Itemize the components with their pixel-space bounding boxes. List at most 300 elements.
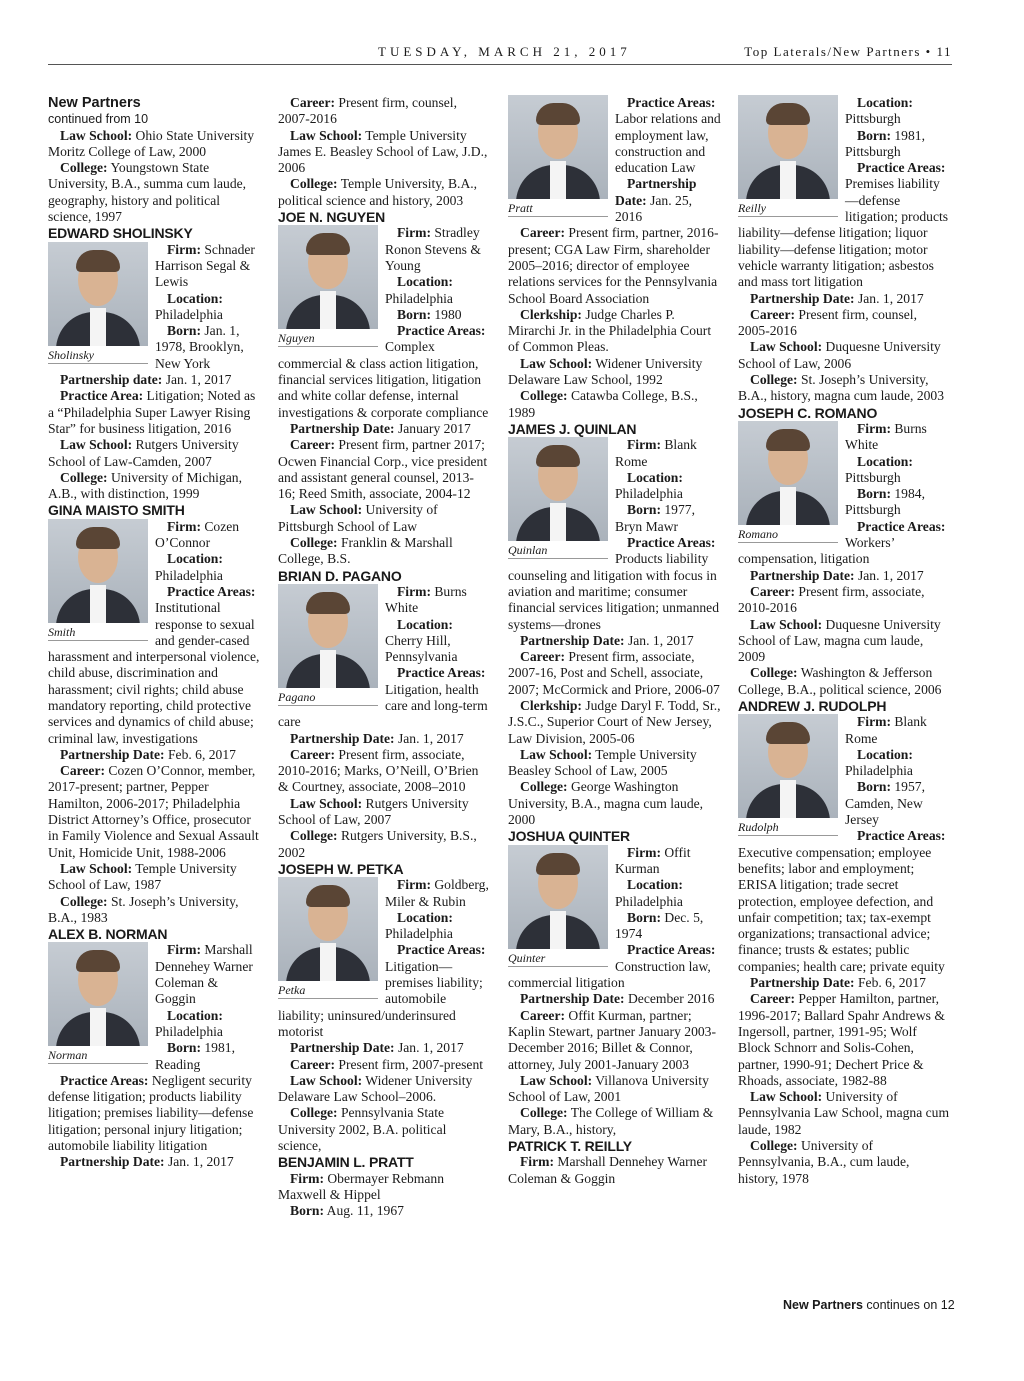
bio-text: Rutgers University School of Law-Camden, 2007 xyxy=(48,437,239,469)
bio-text: Duquesne University School of Law, 2006 xyxy=(738,339,941,371)
bio-text: Jan. 1, 2017 xyxy=(854,290,924,306)
bio-text: Litigation—premises liability; automobile liability; uninsured/underinsured motorist xyxy=(278,958,483,1039)
entry-pratt-cont xyxy=(508,95,721,421)
intro-entry xyxy=(48,128,261,226)
partner-name: PATRICK T. REILLY xyxy=(508,1138,632,1154)
bio-text: Marshall Dennehey Warner Coleman & Goggin xyxy=(155,942,253,1007)
bio-text: Widener University Delaware Law School, 1992 xyxy=(508,355,703,388)
portrait-image xyxy=(508,95,608,199)
bio-label: Career: xyxy=(290,1056,336,1072)
column-1 xyxy=(48,95,261,1171)
bio-text: Rutgers University School of Law, 2007 xyxy=(278,795,469,828)
partner-name: ANDREW J. RUDOLPH xyxy=(738,697,887,714)
photo-caption: Sholinsky xyxy=(48,346,148,364)
portrait-hair xyxy=(766,103,810,125)
bio-text: Pennsylvania State University 2002, B.A. political science, xyxy=(278,1105,447,1153)
bio-label: Law School: xyxy=(290,127,363,143)
bio-text: January 2017 xyxy=(394,420,471,436)
bio-label: Firm: xyxy=(857,714,891,730)
bio-text: Philadelphia xyxy=(845,763,913,779)
bio-label: Firm: xyxy=(397,583,431,599)
bio-text: University of Pennsylvania, B.A., cum laude, history, 1978 xyxy=(738,1138,910,1186)
bio-text: Negligent security defense litigation; products liability litigation; premises liability—defense litigation; personal injury litigation; automobile liability litigation xyxy=(48,1072,254,1153)
bio-text: Temple University Beasley School of Law, 2005 xyxy=(508,746,697,779)
partner-name: EDWARD SHOLINSKY xyxy=(48,225,193,242)
portrait-shirt xyxy=(90,308,106,346)
bio-label: Career: xyxy=(750,583,796,599)
bio-label: Career: xyxy=(520,1007,566,1023)
bio-label: Location: xyxy=(857,453,913,469)
bio-text: Construction law, commercial litigation xyxy=(508,958,711,991)
bio-text: Burns White xyxy=(385,583,467,616)
bio-text: St. Joseph’s University, B.A., history, magna cum laude, 2003 xyxy=(738,372,945,404)
bio-paragraph xyxy=(278,747,491,796)
bio-paragraph xyxy=(48,388,261,437)
bio-label: Partnership Date: xyxy=(60,1154,165,1170)
bio-label: Location: xyxy=(627,469,683,485)
bio-paragraph xyxy=(278,95,491,128)
bio-label: Partnership Date: xyxy=(750,290,855,306)
bio-text: Cozen O’Connor, member, 2017-present; partner, Pepper Hamilton, 2006-2017; Philadelphia District Attorney’s Office, prosecutor in Family Violence and Sexual Assault Unit, Homicide Unit, 1988-2006 xyxy=(48,763,259,860)
photo-caption: Petka xyxy=(278,981,378,999)
bio-text: Present firm, 2007-present xyxy=(335,1056,484,1072)
bio-text: Present firm, partner 2017; Ocwen Financial Corp., vice president and assistant general counsel, 2013-16; Reed Smith, associate, 2004-12 xyxy=(278,437,488,502)
entry-reilly-cont xyxy=(738,95,951,405)
bio-label: Firm: xyxy=(627,844,661,860)
portrait-shirt xyxy=(780,780,796,818)
bio-label: Career: xyxy=(290,95,336,110)
bio-text: Villanova University School of Law, 2001 xyxy=(508,1072,709,1105)
portrait-hair xyxy=(536,853,580,875)
bio-paragraph xyxy=(508,747,721,780)
bio-label: Partnership Date: xyxy=(290,420,395,436)
bio-paragraph xyxy=(278,731,491,747)
partner-name: JOSEPH C. ROMANO xyxy=(738,404,878,421)
headshot-photo xyxy=(278,225,378,347)
partner-name: JOE N. NGUYEN xyxy=(278,209,386,226)
bio-paragraph xyxy=(738,339,951,372)
bio-text: December 2016 xyxy=(624,991,715,1007)
partner-name: GINA MAISTO SMITH xyxy=(48,502,185,519)
bio-label: Practice Areas: xyxy=(857,518,946,534)
bio-label: Firm: xyxy=(167,942,201,958)
portrait-hair xyxy=(76,950,120,972)
bio-text: Goldberg, Miler & Rubin xyxy=(385,877,489,909)
bio-label: Practice Areas: xyxy=(857,828,946,844)
bio-text: 1981, Reading xyxy=(155,1040,235,1072)
bio-paragraph xyxy=(48,763,261,861)
bio-text: 1977, Bryn Mawr xyxy=(615,502,695,534)
bio-paragraph xyxy=(508,779,721,828)
portrait-hair xyxy=(306,885,350,907)
bio-paragraph xyxy=(48,128,261,161)
bio-text: Premises liability—defense litigation; products liability—defense litigation; liquor liability—defense litigation; motor vehicle warranty litigation; asbestos and mass tort litigation xyxy=(738,176,949,290)
bio-label: College: xyxy=(750,1138,798,1153)
entry-romano xyxy=(738,405,951,698)
bio-text: Philadelphia xyxy=(615,893,683,909)
bio-label: Career: xyxy=(520,649,566,665)
portrait-hair xyxy=(306,233,350,255)
bio-label: Law School: xyxy=(290,502,363,518)
entry-pagano xyxy=(278,568,491,861)
bio-paragraph xyxy=(278,502,491,535)
bio-label: Born: xyxy=(857,779,891,795)
bio-label: Location: xyxy=(627,877,683,893)
bio-label: Career: xyxy=(290,746,336,762)
bio-label: Born: xyxy=(857,127,891,143)
bio-text: Marshall Dennehey Warner Coleman & Goggin xyxy=(508,1154,708,1186)
portrait-hair xyxy=(76,527,120,549)
portrait-image xyxy=(48,242,148,346)
partner-name: JOSHUA QUINTER xyxy=(508,828,630,845)
bio-label: Partnership date: xyxy=(60,372,163,388)
portrait-image xyxy=(278,225,378,329)
bio-paragraph xyxy=(278,176,491,209)
entry-smith xyxy=(48,502,261,926)
portrait-image xyxy=(508,845,608,949)
bio-label: Law School: xyxy=(60,127,133,143)
bio-label: Career: xyxy=(290,437,336,453)
issue-date: TUESDAY, MARCH 21, 2017 xyxy=(378,44,631,59)
headshot-photo xyxy=(48,519,148,641)
bio-paragraph xyxy=(508,991,721,1007)
portrait-shirt xyxy=(780,161,796,199)
bio-text: Franklin & Marshall College, B.S. xyxy=(278,535,453,567)
bio-text: The College of William & Mary, B.A., history, xyxy=(508,1105,714,1137)
headshot-photo xyxy=(738,95,838,217)
bio-text: Present firm, partner, 2016-present; CGA Law Firm, shareholder 2005–2016; director of employee relations services for the Pennsylvania School Board Association xyxy=(508,225,719,306)
bio-text: Obermayer Rebmann Maxwell & Hippel xyxy=(278,1170,445,1202)
bio-text: Workers’ compensation, litigation xyxy=(738,535,895,567)
bio-label: Born: xyxy=(857,486,891,502)
bio-label: Law School: xyxy=(520,1072,593,1088)
bio-paragraph xyxy=(508,307,721,356)
bio-text: Burns White xyxy=(845,420,927,453)
bio-label: Law School: xyxy=(290,795,363,811)
bio-text: Philadelphia xyxy=(155,1023,223,1039)
bio-paragraph xyxy=(278,1040,491,1056)
portrait-hair xyxy=(536,445,580,467)
bio-paragraph xyxy=(48,1073,261,1154)
bio-label: Law School: xyxy=(520,746,593,762)
bio-label: Law School: xyxy=(290,1072,363,1088)
page-header xyxy=(48,40,952,65)
bio-text: Cherry Hill, Pennsylvania xyxy=(385,632,458,665)
bio-paragraph xyxy=(508,698,721,747)
portrait-shirt xyxy=(550,503,566,541)
bio-text: Blank Rome xyxy=(615,437,697,469)
bio-paragraph xyxy=(48,894,261,927)
bio-paragraph xyxy=(508,633,721,649)
portrait-shirt xyxy=(550,161,566,199)
continuation-note xyxy=(783,1298,955,1312)
continuation-text: continues on 12 xyxy=(862,1298,955,1312)
bio-label: Practice Areas: xyxy=(60,1072,149,1088)
bio-text: Temple University, B.A., political science and history, 2003 xyxy=(278,176,478,208)
headshot-photo xyxy=(508,437,608,559)
photo-caption: Reilly xyxy=(738,199,838,217)
bio-label: Career: xyxy=(520,225,566,241)
bio-text: Jan. 1, 2017 xyxy=(854,567,924,583)
portrait-image xyxy=(508,437,608,541)
bio-label: College: xyxy=(60,160,108,176)
partner-name: BRIAN D. PAGANO xyxy=(278,567,402,584)
photo-caption: Rudolph xyxy=(738,818,838,836)
bio-paragraph xyxy=(278,437,491,502)
bio-label: Location: xyxy=(397,616,453,632)
bio-label: Practice Areas: xyxy=(627,95,716,110)
bio-text: Rutgers University, B.S., 2002 xyxy=(278,828,477,860)
portrait-shirt xyxy=(90,585,106,623)
headshot-photo xyxy=(278,584,378,706)
bio-text: Present firm, counsel, 2007-2016 xyxy=(278,95,457,127)
bio-label: Practice Areas: xyxy=(167,583,256,599)
bio-label: Career: xyxy=(750,306,796,322)
bio-text: Judge Daryl F. Todd, Sr., J.S.C., Superior Court of New Jersey, Law Division, 2005-06 xyxy=(508,697,721,746)
bio-label: Law School: xyxy=(60,860,133,876)
portrait-shirt xyxy=(320,943,336,981)
bio-label: Partnership Date: xyxy=(520,632,625,648)
bio-text: Pepper Hamilton, partner, 1996-2017; Ballard Spahr Andrews & Ingersoll, partner, 1991-95; Wolf Block Schnorr and Solis-Cohen, partner, 1990-91; Dechert Price & Rhoads, associate, 1982-88 xyxy=(738,991,945,1088)
bio-text: Jan. 1, 2017 xyxy=(162,372,232,388)
bio-paragraph xyxy=(508,1105,721,1138)
bio-label: College: xyxy=(750,372,798,388)
bio-paragraph xyxy=(738,372,951,405)
bio-label: Born: xyxy=(167,323,201,339)
bio-text: 1957, Camden, New Jersey xyxy=(845,779,925,828)
bio-text: University of Pennsylvania Law School, magna cum laude, 1982 xyxy=(738,1089,950,1137)
bio-label: Born: xyxy=(397,306,431,322)
bio-text: Jan. 1, 2017 xyxy=(164,1154,234,1170)
portrait-shirt xyxy=(550,911,566,949)
bio-text: Litigation; Noted as a “Philadelphia Super Lawyer Rising Star” for business litigation, 2016 xyxy=(48,388,256,436)
bio-paragraph xyxy=(48,437,261,470)
bio-text: University of Pittsburgh School of Law xyxy=(278,502,438,534)
entry-reilly-head xyxy=(508,1138,721,1187)
carryover-entry xyxy=(278,95,491,209)
partner-name: ALEX B. NORMAN xyxy=(48,926,168,943)
bio-paragraph xyxy=(48,747,261,763)
bio-paragraph xyxy=(738,1089,951,1138)
portrait-shirt xyxy=(780,487,796,525)
photo-caption: Quinlan xyxy=(508,541,608,559)
bio-text: Jan. 1, 2017 xyxy=(394,730,464,746)
bio-text: Philadelphia xyxy=(155,306,223,322)
bio-paragraph xyxy=(738,1138,951,1187)
bio-paragraph xyxy=(508,649,721,698)
bio-label: Practice Areas: xyxy=(397,942,486,958)
bio-label: Practice Areas: xyxy=(397,665,486,681)
bio-label: Law School: xyxy=(60,437,133,453)
photo-caption: Romano xyxy=(738,525,838,543)
bio-label: Location: xyxy=(167,290,223,306)
bio-label: Clerkship: xyxy=(520,697,582,713)
bio-paragraph xyxy=(278,421,491,437)
portrait-shirt xyxy=(90,1008,106,1046)
portrait-image xyxy=(278,584,378,688)
bio-paragraph xyxy=(508,388,721,421)
bio-label: Born: xyxy=(167,1040,201,1056)
bio-paragraph xyxy=(738,617,951,666)
partner-name: BENJAMIN L. PRATT xyxy=(278,1154,414,1171)
bio-paragraph xyxy=(508,225,721,306)
bio-label: Firm: xyxy=(520,1154,554,1170)
bio-label: College: xyxy=(520,779,568,795)
bio-text: Duquesne University School of Law, magna cum laude, 2009 xyxy=(738,616,941,665)
bio-label: Location: xyxy=(857,95,913,110)
photo-caption: Pratt xyxy=(508,199,608,217)
bio-label: Firm: xyxy=(397,877,431,893)
bio-paragraph xyxy=(278,1203,491,1219)
continuation-bold: New Partners xyxy=(783,1298,863,1312)
bio-label: Partnership Date: xyxy=(750,975,855,991)
bio-text: Feb. 6, 2017 xyxy=(854,975,926,991)
bio-label: Firm: xyxy=(290,1170,324,1186)
partner-name: JAMES J. QUINLAN xyxy=(508,420,637,437)
bio-text: University of Michigan, A.B., with distinction, 1999 xyxy=(48,469,242,502)
entry-pratt-head xyxy=(278,1154,491,1219)
section-title: New Partners xyxy=(48,95,141,111)
entry-sholinsky xyxy=(48,225,261,502)
bio-text: St. Joseph’s University, B.A., 1983 xyxy=(48,893,239,925)
headshot-photo xyxy=(48,242,148,364)
bio-text: Jan. 1, 2017 xyxy=(624,632,694,648)
portrait-hair xyxy=(306,592,350,614)
bio-label: Partnership Date: xyxy=(520,991,625,1007)
bio-text: Cozen O’Connor xyxy=(155,518,240,551)
bio-label: Law School: xyxy=(750,339,823,355)
bio-paragraph xyxy=(738,975,951,991)
bio-paragraph xyxy=(278,828,491,861)
photo-caption: Norman xyxy=(48,1046,148,1064)
portrait-hair xyxy=(536,103,580,125)
bio-text: Ohio State University Moritz College of Law, 2000 xyxy=(48,127,255,159)
bio-text: 1984, Pittsburgh xyxy=(845,486,925,518)
bio-label: Firm: xyxy=(397,225,431,241)
bio-label: College: xyxy=(290,1105,338,1121)
bio-label: Firm: xyxy=(167,518,201,534)
bio-text: Offit Kurman, partner; Kaplin Stewart, partner January 2003-December 2016; Billet & Connor, attorney, July 2001-January 2003 xyxy=(508,1007,716,1072)
bio-paragraph xyxy=(278,535,491,568)
bio-text: Offit Kurman xyxy=(615,844,691,876)
entry-quinter xyxy=(508,828,721,1138)
bio-text: Temple University James E. Beasley School of Law, J.D., 2006 xyxy=(278,127,488,176)
bio-label: Practice Areas: xyxy=(627,942,716,958)
bio-text: Present firm, counsel, 2005-2016 xyxy=(738,306,917,339)
column-3 xyxy=(508,95,721,1187)
bio-paragraph xyxy=(278,1105,491,1154)
bio-label: Law School: xyxy=(750,1089,823,1105)
bio-paragraph xyxy=(48,372,261,388)
section-subtitle: continued from 10 xyxy=(48,112,149,127)
bio-text: Washington & Jefferson College, B.A., political science, 2006 xyxy=(738,665,942,697)
column-4 xyxy=(738,95,951,1187)
bio-text: Widener University Delaware Law School–2006. xyxy=(278,1072,473,1105)
bio-paragraph xyxy=(278,1073,491,1106)
bio-label: Firm: xyxy=(167,241,201,257)
bio-text: Present firm, associate, 2007-16, Post and Schell, associate, 2007; McCormick and Priore, 2006-07 xyxy=(508,649,720,697)
bio-label: Born: xyxy=(627,909,661,925)
entry-norman xyxy=(48,926,261,1170)
bio-label: College: xyxy=(60,469,108,485)
photo-caption: Smith xyxy=(48,623,148,641)
section-folio: Top Laterals/New Partners • 11 xyxy=(744,44,952,59)
bio-text: Labor relations and employment law, construction and education Law xyxy=(615,111,721,176)
bio-label: Location: xyxy=(397,274,453,290)
entry-petka xyxy=(278,861,491,1154)
bio-paragraph xyxy=(738,568,951,584)
bio-label: Clerkship: xyxy=(520,306,582,322)
bio-text: Feb. 6, 2017 xyxy=(164,746,236,762)
bio-paragraph xyxy=(278,128,491,177)
bio-label: Practice Areas: xyxy=(627,535,716,551)
headshot-photo xyxy=(278,877,378,999)
bio-text: 1980 xyxy=(430,306,462,322)
bio-text: Temple University School of Law, 1987 xyxy=(48,860,237,893)
bio-label: Location: xyxy=(397,909,453,925)
bio-paragraph xyxy=(508,1073,721,1106)
bio-text: Institutional response to sexual and gender-cased harassment and interpersonal violence, child abuse, discrimination and harassment; civil rights; child abuse mandatory reporting, child protective services and dynamics of child abuse; criminal law, investigations xyxy=(48,600,260,746)
bio-label: Firm: xyxy=(857,420,891,436)
entry-quinlan xyxy=(508,421,721,828)
bio-text: Youngstown State University, B.A., summa cum laude, geography, history and political science, 1997 xyxy=(48,160,247,225)
photo-caption: Pagano xyxy=(278,688,378,706)
bio-text: Present firm, associate, 2010-2016 xyxy=(738,583,925,616)
bio-paragraph xyxy=(508,1154,721,1187)
bio-text: Products liability counseling and litigation with focus in aviation and maritime; consumer financial services litigation; unmanned systems—drones xyxy=(508,551,720,632)
bio-label: Practice Area: xyxy=(60,388,144,404)
bio-paragraph xyxy=(738,291,951,307)
bio-label: College: xyxy=(290,828,338,844)
bio-label: Born: xyxy=(627,502,661,518)
bio-paragraph xyxy=(278,1171,491,1204)
portrait-image xyxy=(48,942,148,1046)
bio-label: College: xyxy=(520,1105,568,1121)
bio-text: Philadelphia xyxy=(385,926,453,942)
bio-label: Born: xyxy=(290,1203,324,1219)
bio-label: Law School: xyxy=(520,355,593,371)
partner-name: JOSEPH W. PETKA xyxy=(278,860,404,877)
bio-label: College: xyxy=(290,176,338,192)
portrait-image xyxy=(738,421,838,525)
portrait-shirt xyxy=(320,291,336,329)
bio-label: College: xyxy=(290,535,338,551)
bio-label: Partnership Date: xyxy=(60,746,165,762)
entry-rudolph xyxy=(738,698,951,1187)
bio-paragraph xyxy=(738,991,951,1089)
bio-text: Dec. 5, 1974 xyxy=(615,909,704,942)
bio-label: College: xyxy=(520,388,568,404)
bio-text: Pittsburgh xyxy=(845,469,901,485)
bio-text: Aug. 11, 1967 xyxy=(323,1203,404,1219)
bio-label: Practice Areas: xyxy=(857,160,946,176)
portrait-image xyxy=(738,714,838,818)
portrait-hair xyxy=(766,722,810,744)
bio-text: Judge Charles P. Mirarchi Jr. in the Philadelphia Court of Common Pleas. xyxy=(508,306,712,355)
bio-text: 1981, Pittsburgh xyxy=(845,127,925,159)
bio-label: College: xyxy=(750,665,798,681)
portrait-image xyxy=(48,519,148,623)
bio-paragraph xyxy=(48,1154,261,1170)
portrait-shirt xyxy=(320,650,336,688)
bio-text: Jan. 1, 1978, Brooklyn, New York xyxy=(155,323,244,371)
headshot-photo xyxy=(738,421,838,543)
bio-label: Location: xyxy=(167,1007,223,1023)
headshot-photo xyxy=(508,95,608,217)
portrait-image xyxy=(738,95,838,199)
portrait-hair xyxy=(766,429,810,451)
bio-text: Pittsburgh xyxy=(845,111,901,127)
